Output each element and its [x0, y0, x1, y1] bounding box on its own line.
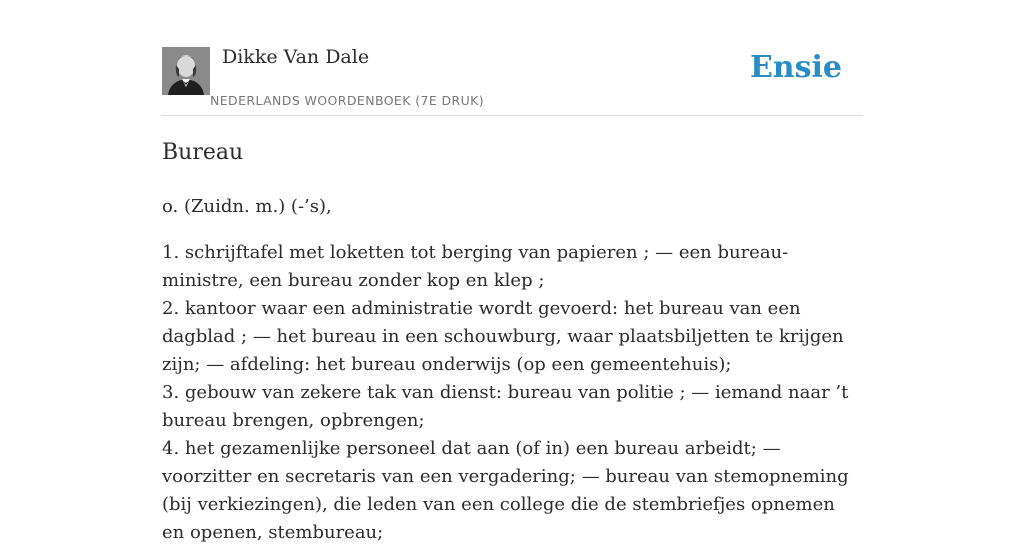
definition-item: 4. het gezamenlijke personeel dat aan (of in) een bureau arbeidt; — voorzitter en secretaris van een vergadering; — bureau van stemopneming (bij verkiezingen), die leden van een college die de stembriefjes opnemen en openen, stembureau;	[162, 438, 849, 543]
entry-grammar: o. (Zuidn. m.) (-’s),	[162, 196, 332, 217]
author-avatar[interactable]	[162, 47, 210, 95]
portrait-icon	[162, 47, 210, 95]
page	[162, 0, 862, 543]
ensie-logo[interactable]: Ensie	[749, 50, 842, 85]
dictionary-subtitle[interactable]: NEDERLANDS WOORDENBOEK (7E DRUK)	[210, 93, 485, 108]
author-name[interactable]: Dikke Van Dale	[222, 46, 370, 68]
header	[162, 0, 862, 116]
entry-title: Bureau	[162, 140, 244, 165]
definition-item: 2. kantoor waar een administratie wordt gevoerd: het bureau van een dagblad ; — het bureau in een schouwburg, waar plaatsbiljetten te krijgen zijn; — afdeling: het bureau onderwijs (op een gemeentehuis);	[162, 298, 844, 375]
definitions-list	[162, 239, 862, 547]
definition-item: 3. gebouw van zekere tak van dienst: bureau van politie ; — iemand naar ’t bureau brengen, opbrengen;	[162, 382, 849, 431]
definition-item: 1. schrijftafel met loketten tot berging van papieren ; — een bureau-ministre, een bureau zonder kop en klep ;	[162, 242, 789, 291]
